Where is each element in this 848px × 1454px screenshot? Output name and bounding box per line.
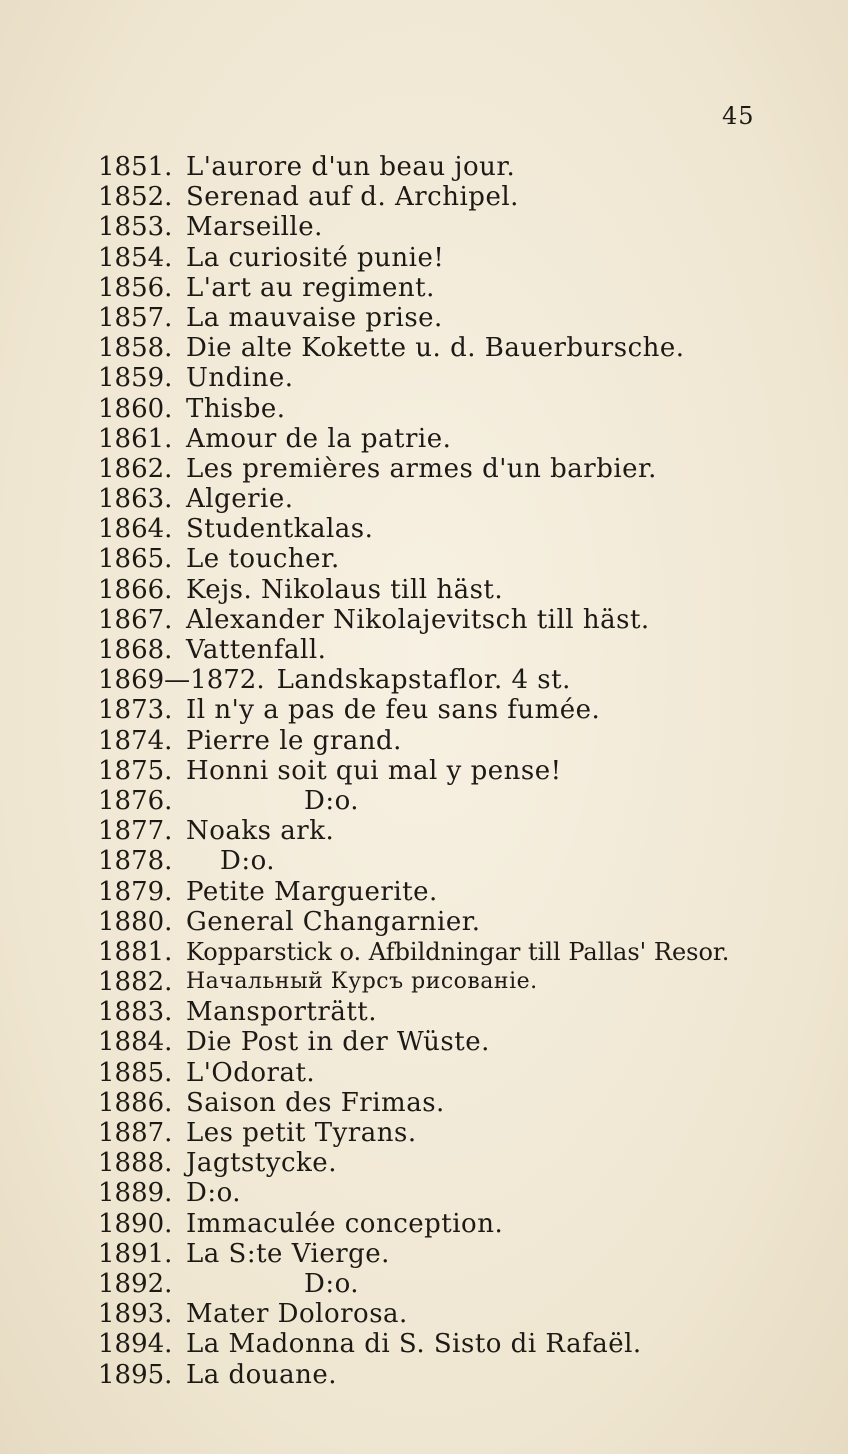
entry-year: 1882. [98, 967, 173, 998]
entry-title: Die Post in der Wüste. [186, 1027, 490, 1058]
list-item [98, 967, 818, 997]
entry-year: 1860. [98, 393, 173, 424]
entry-title: Le toucher. [186, 544, 340, 575]
list-item [98, 1239, 818, 1269]
entry-year: 1874. [98, 725, 173, 756]
list-item [98, 907, 818, 937]
entry-title: L'art au regiment. [186, 272, 435, 303]
entry-title: Marseille. [186, 212, 323, 243]
entry-title: D:o. [186, 1178, 242, 1209]
list-item [98, 756, 818, 786]
entry-year: 1876. [98, 785, 173, 816]
entry-title: Mansporträtt. [186, 997, 377, 1028]
list-item [98, 544, 818, 574]
list-item [98, 605, 818, 635]
entry-title: Honni soit qui mal y pense! [186, 755, 562, 786]
entry-title: La Madonna di S. Sisto di Rafaël. [186, 1329, 642, 1360]
list-item [98, 1088, 818, 1118]
entry-title: Landskapstaflor. 4 st. [276, 665, 571, 696]
entry-title: Les petit Tyrans. [186, 1118, 417, 1148]
entry-year: 1873. [98, 695, 173, 726]
entry-year: 1865. [98, 544, 173, 575]
list-item [98, 152, 818, 182]
entry-title: Kopparstick o. Afbildningar till Pallas' Resor. [186, 937, 730, 966]
entry-year: 1863. [98, 484, 173, 515]
entry-title: Petite Marguerite. [186, 876, 438, 907]
entry-year: 1890. [98, 1208, 173, 1239]
entry-title: Die alte Kokette u. d. Bauerbursche. [186, 333, 685, 364]
entry-year: 1866. [98, 574, 173, 605]
page-number: 45 [722, 102, 755, 130]
entry-title: La curiosité punie! [186, 242, 445, 273]
entry-year: 1875. [98, 755, 173, 786]
list-item [98, 1269, 818, 1299]
entry-year: 1893. [98, 1299, 173, 1330]
list-item [98, 937, 818, 967]
entry-year: 1851. [98, 152, 173, 182]
list-item [98, 877, 818, 907]
entry-title: L'aurore d'un beau jour. [186, 152, 516, 182]
entry-year: 1886. [98, 1087, 173, 1118]
list-item [98, 1118, 818, 1148]
entry-title: Il n'y a pas de feu sans fumée. [186, 695, 601, 726]
entry-title: Amour de la patrie. [186, 423, 452, 454]
entry-year: 1884. [98, 1027, 173, 1058]
list-item [98, 665, 818, 695]
list-item [98, 212, 818, 242]
list-item [98, 575, 818, 605]
entry-title: Serenad auf d. Archipel. [186, 182, 519, 213]
entry-year: 1894. [98, 1329, 173, 1360]
entry-year: 1858. [98, 333, 173, 364]
list-item [98, 273, 818, 303]
list-item [98, 484, 818, 514]
entry-title: Vattenfall. [186, 635, 327, 665]
entry-title: Thisbe. [186, 393, 286, 424]
entry-title: La mauvaise prise. [186, 302, 443, 333]
list-item [98, 1178, 818, 1208]
entry-title: Noaks ark. [186, 816, 335, 847]
entry-title: La douane. [186, 1359, 337, 1390]
entry-title: D:o. [304, 785, 360, 816]
list-item [98, 1299, 818, 1329]
entry-year: 1891. [98, 1238, 173, 1269]
list-item [98, 454, 818, 484]
entry-year: 1879. [98, 876, 173, 907]
list-item [98, 1148, 818, 1178]
entry-year: 1887. [98, 1118, 173, 1148]
entry-title: La S:te Vierge. [186, 1238, 390, 1269]
list-item [98, 394, 818, 424]
entry-year: 1889. [98, 1178, 173, 1209]
entry-title: D:o. [220, 846, 276, 877]
entry-title: Les premières armes d'un barbier. [186, 453, 657, 484]
list-item [98, 997, 818, 1027]
list-item [98, 786, 818, 816]
entry-year: 1862. [98, 453, 173, 484]
entry-year: 1856. [98, 272, 173, 303]
list-item [98, 1329, 818, 1359]
entry-title: Pierre le grand. [186, 725, 402, 756]
entry-year: 1881. [98, 936, 173, 967]
entry-year: 1892. [98, 1268, 173, 1299]
entry-year: 1859. [98, 363, 173, 394]
entry-year: 1868. [98, 635, 173, 665]
entry-year: 1861. [98, 423, 173, 454]
entry-year: 1854. [98, 242, 173, 273]
list-item [98, 635, 818, 665]
entry-year: 1878. [98, 846, 173, 877]
entry-title: L'Odorat. [186, 1057, 316, 1088]
entry-year: 1888. [98, 1148, 173, 1179]
list-item [98, 243, 818, 273]
entry-year: 1869—1872. [98, 665, 265, 696]
entry-title: Kejs. Nikolaus till häst. [186, 574, 504, 605]
list-item [98, 1027, 818, 1057]
entry-year: 1864. [98, 514, 173, 545]
entry-title: General Changarnier. [186, 906, 481, 937]
entry-year: 1877. [98, 816, 173, 847]
list-item [98, 1209, 818, 1239]
list-item [98, 303, 818, 333]
entry-title: Jagtstycke. [186, 1148, 337, 1179]
entry-year: 1895. [98, 1359, 173, 1390]
list-item [98, 333, 818, 363]
entry-title: D:o. [304, 1268, 360, 1299]
list-item [98, 816, 818, 846]
entry-year: 1853. [98, 212, 173, 243]
list-item [98, 1058, 818, 1088]
entry-title: Algerie. [186, 484, 294, 515]
entry-title: Immaculée conception. [186, 1208, 504, 1239]
list-item [98, 363, 818, 393]
entry-title: Alexander Nikolajevitsch till häst. [186, 604, 650, 635]
entry-title: Mater Dolorosa. [186, 1299, 408, 1330]
list-item [98, 424, 818, 454]
list-item [98, 726, 818, 756]
entry-year: 1885. [98, 1057, 173, 1088]
list-item [98, 695, 818, 725]
list-item [98, 846, 818, 876]
list-item [98, 1360, 818, 1390]
entry-list [98, 152, 818, 1390]
entry-title: Studentkalas. [186, 514, 374, 545]
entry-year: 1852. [98, 182, 173, 213]
entry-year: 1867. [98, 604, 173, 635]
entry-year: 1880. [98, 906, 173, 937]
list-item [98, 182, 818, 212]
entry-title: Undine. [186, 363, 294, 394]
list-item [98, 514, 818, 544]
entry-title: Начальный Курсъ рисованіе. [186, 969, 538, 995]
entry-title: Saison des Frimas. [186, 1087, 445, 1118]
entry-year: 1857. [98, 302, 173, 333]
entry-year: 1883. [98, 997, 173, 1028]
